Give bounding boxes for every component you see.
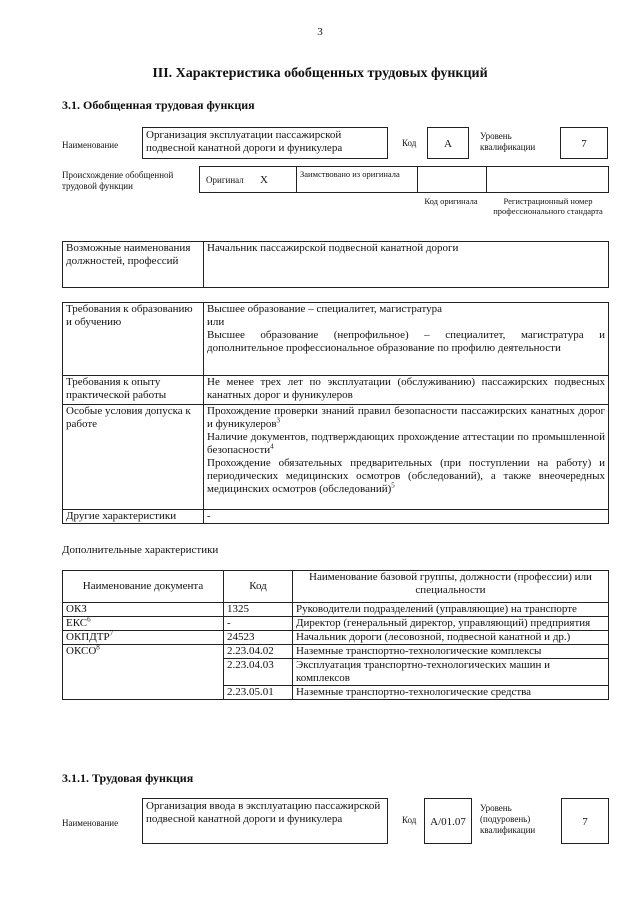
experience-value: Не менее трех лет по эксплуатации (обслуживанию) пассажирских подвесных канатных дорог и фуникулеров bbox=[204, 376, 609, 405]
experience-label: Требования к опыту практической работы bbox=[63, 376, 204, 405]
condition-item: Наличие документов, подтверждающих прохождение аттестации по промышленной безопасности$^4$ bbox=[207, 431, 605, 456]
original-mark: Х bbox=[260, 174, 268, 186]
row-name: Эксплуатация транспортно-технологических машин и комплексов bbox=[293, 659, 609, 686]
table-row bbox=[63, 617, 609, 631]
condition-item: Прохождение проверки знаний правил безопасности пассажирских канатных дорог и фуникулеров$^3$ bbox=[207, 405, 605, 430]
col-name-header: Наименование базовой группы, должности (профессии) или специальности bbox=[293, 571, 609, 603]
tf-heading: 3.1.1. Трудовая функция bbox=[62, 771, 194, 785]
row-name: Начальник дороги (лесовозной, подвесной канатной и др.) bbox=[293, 631, 609, 645]
condition-item: Прохождение обязательных предварительных (при поступлении на работу) и периодических медицинских осмотров (обследований), а также внеочередных медицинских осмотров (обследований)$^5$ bbox=[207, 457, 605, 495]
table-row bbox=[63, 603, 609, 617]
additional-heading: Дополнительные характеристики bbox=[62, 544, 219, 556]
row-code: 24523 bbox=[224, 631, 293, 645]
additional-table bbox=[62, 570, 609, 700]
row-code: 2.23.05.01 bbox=[224, 686, 293, 700]
row-doc: ОКСО$^8$ bbox=[63, 645, 224, 700]
tf-level-label: Уровень (подуровень) квалификации bbox=[480, 803, 536, 835]
education-value bbox=[204, 303, 609, 376]
section-title: III. Характеристика обобщенных трудовых функций bbox=[152, 66, 488, 81]
table-row bbox=[63, 631, 609, 645]
origin-label: Происхождение обобщенной трудовой функции bbox=[62, 170, 174, 191]
positions-label: Возможные наименования должностей, профессий bbox=[63, 242, 204, 288]
col-code-header: Код bbox=[224, 571, 293, 603]
education-line: Высшее образование – специалитет, магистратура bbox=[207, 303, 443, 315]
conditions-label: Особые условия допуска к работе bbox=[63, 405, 204, 510]
page-number: 3 bbox=[317, 26, 323, 38]
row-code: 2.23.04.03 bbox=[224, 659, 293, 686]
tf-level-value: 7 bbox=[561, 798, 609, 844]
positions-value: Начальник пассажирской подвесной канатной дороги bbox=[204, 242, 609, 288]
gtf-level-label: Уровень квалификации bbox=[480, 131, 536, 152]
tf-code-label: Код bbox=[402, 815, 417, 825]
tf-name-value: Организация ввода в эксплуатацию пассажирской подвесной канатной дороги и фуникулера bbox=[142, 798, 388, 844]
reg-number-label: Регистрационный номер профессионального стандарта bbox=[493, 196, 603, 216]
gtf-code-label: Код bbox=[402, 138, 417, 148]
row-name: Наземные транспортно-технологические комплексы bbox=[293, 645, 609, 659]
gtf-level-value: 7 bbox=[560, 127, 608, 159]
row-doc: ОКЗ bbox=[63, 603, 224, 617]
borrowed-label: Заимствовано из оригинала bbox=[300, 169, 400, 179]
row-code: - bbox=[224, 617, 293, 631]
other-label: Другие характеристики bbox=[63, 510, 204, 524]
col-doc-header: Наименование документа bbox=[63, 571, 224, 603]
tf-name-label: Наименование bbox=[62, 818, 119, 828]
tf-code-value: А/01.07 bbox=[424, 798, 472, 844]
gtf-heading: 3.1. Обобщенная трудовая функция bbox=[62, 98, 255, 112]
requirements-table bbox=[62, 302, 609, 524]
other-value: - bbox=[204, 510, 609, 524]
row-name: Руководители подразделений (управляющие) на транспорте bbox=[293, 603, 609, 617]
education-line: Высшее образование (непрофильное) – специалитет, магистратура и дополнительное профессиональное образование по профилю деятельности bbox=[207, 329, 605, 354]
row-doc: ЕКС$^6$ bbox=[63, 617, 224, 631]
gtf-code-value: А bbox=[427, 127, 469, 159]
gtf-name-label: Наименование bbox=[62, 140, 119, 150]
row-doc: ОКПДТР$^7$ bbox=[63, 631, 224, 645]
code-original-label: Код оригинала bbox=[424, 196, 478, 206]
gtf-name-value: Организация эксплуатации пассажирской подвесной канатной дороги и фуникулера bbox=[142, 127, 388, 159]
row-name: Наземные транспортно-технологические средства bbox=[293, 686, 609, 700]
original-label: Оригинал bbox=[206, 175, 244, 185]
row-code: 1325 bbox=[224, 603, 293, 617]
education-line: или bbox=[207, 316, 225, 328]
education-label: Требования к образованию и обучению bbox=[63, 303, 204, 376]
conditions-value bbox=[204, 405, 609, 510]
row-name: Директор (генеральный директор, управляющий) предприятия bbox=[293, 617, 609, 631]
row-code: 2.23.04.02 bbox=[224, 645, 293, 659]
positions-table bbox=[62, 241, 609, 288]
table-row bbox=[63, 645, 609, 659]
origin-table bbox=[199, 166, 609, 193]
